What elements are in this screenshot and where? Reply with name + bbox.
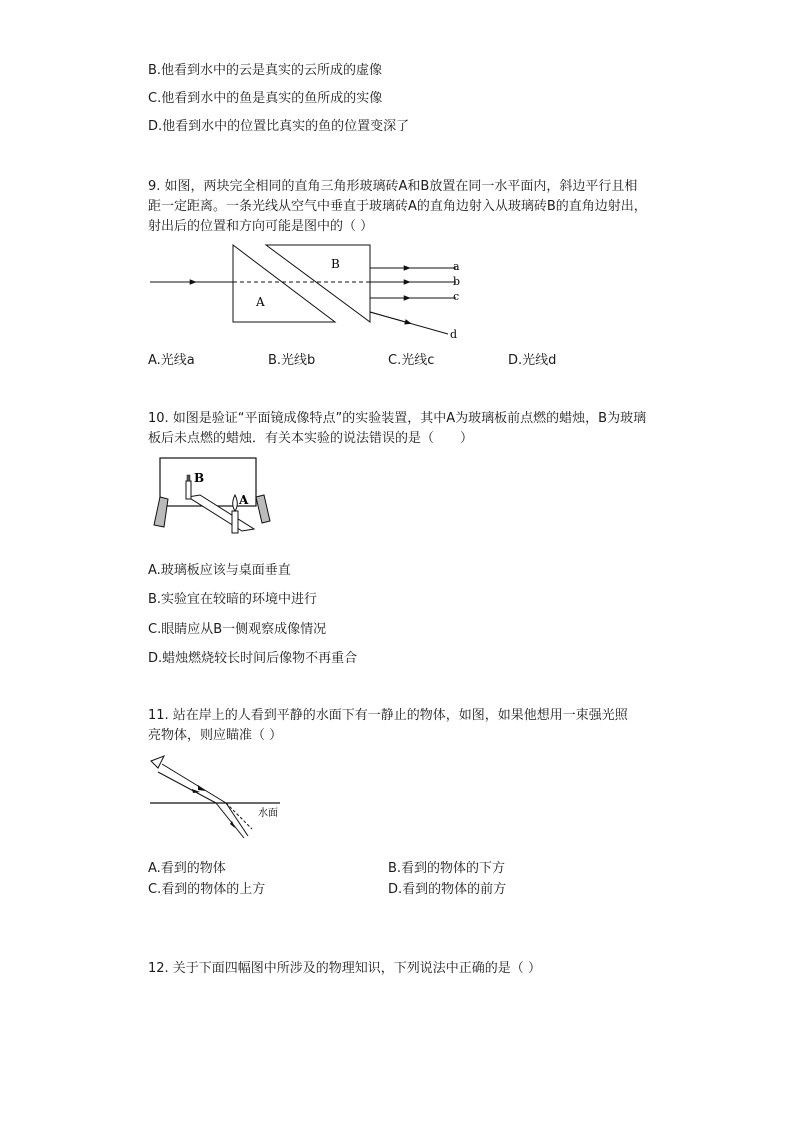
- prism-a: [233, 245, 335, 322]
- q9-stem-line-1: 9. 如图，两块完全相同的直角三角形玻璃砖A和B放置在同一水平面内，斜边平行且相: [148, 179, 638, 194]
- q9-option-b: B.光线b: [268, 353, 316, 368]
- q9-stem-line-3: 射出后的位置和方向可能是图中的（ ）: [148, 219, 374, 234]
- q9-option-d: D.光线d: [508, 353, 557, 368]
- candle-a-label: A: [239, 493, 249, 507]
- q8-option-d: D.他看到水中的位置比真实的鱼的位置变深了: [148, 119, 410, 134]
- q12-stem-line-1: 12. 关于下面四幅图中所涉及的物理知识，下列说法中正确的是（ ）: [148, 961, 541, 976]
- q11-refraction-figure: [148, 752, 288, 844]
- q10-stem-line-1: 10. 如图是验证“平面镜成像特点”的实验装置，其中A为玻璃板前点燃的蜡烛，B为玻璃: [148, 411, 647, 426]
- left-stand: [154, 497, 168, 527]
- candle-b-label: B: [194, 471, 205, 485]
- q11-stem-line-2: 亮物体，则应瞄准（ ）: [148, 728, 283, 743]
- right-stand: [256, 495, 270, 523]
- q11-option-d: D.看到的物体的前方: [388, 882, 507, 897]
- ray-a-label: a: [453, 260, 460, 273]
- candle-a: [232, 511, 238, 533]
- candle-b: [186, 481, 191, 499]
- q10-mirror-figure: [146, 455, 276, 545]
- q10-option-a: A.玻璃板应该与桌面垂直: [148, 563, 291, 578]
- q11-option-a: A.看到的物体: [148, 861, 226, 876]
- prism-b: [266, 245, 370, 322]
- q9-prism-figure: [148, 240, 478, 344]
- q8-option-c: C.他看到水中的鱼是真实的鱼所成的实像: [148, 91, 383, 106]
- prism-a-label: A: [256, 295, 265, 309]
- q9-stem-line-2: 距一定距离。一条光线从空气中垂直于玻璃砖A的直角边射入从玻璃砖B的直角边射出，: [148, 199, 647, 214]
- q10-option-d: D.蜡烛燃烧较长时间后像物不再重合: [148, 651, 358, 666]
- ray-b-label: b: [453, 275, 461, 288]
- q8-option-b: B.他看到水中的云是真实的云所成的虚像: [148, 63, 383, 78]
- q9-option-c: C.光线c: [388, 353, 435, 368]
- q11-stem-line-1: 11. 站在岸上的人看到平静的水面下有一静止的物体，如图，如果他想用一束强光照: [148, 708, 628, 723]
- eye-icon: [151, 756, 164, 768]
- ray-d-label: d: [450, 328, 458, 341]
- q9-option-a: A.光线a: [148, 353, 195, 368]
- q10-stem-line-2: 板后未点燃的蜡烛．有关本实验的说法错误的是（ ）: [148, 431, 474, 446]
- q10-option-b: B.实验宜在较暗的环境中进行: [148, 592, 318, 607]
- q10-option-c: C.眼睛应从B一侧观察成像情况: [148, 622, 327, 637]
- prism-b-label: B: [331, 257, 340, 271]
- ray-c-label: c: [453, 290, 460, 303]
- q11-option-b: B.看到的物体的下方: [388, 861, 506, 876]
- ray-d: [370, 312, 411, 324]
- water-label: 水面: [258, 808, 278, 819]
- q11-option-c: C.看到的物体的上方: [148, 882, 266, 897]
